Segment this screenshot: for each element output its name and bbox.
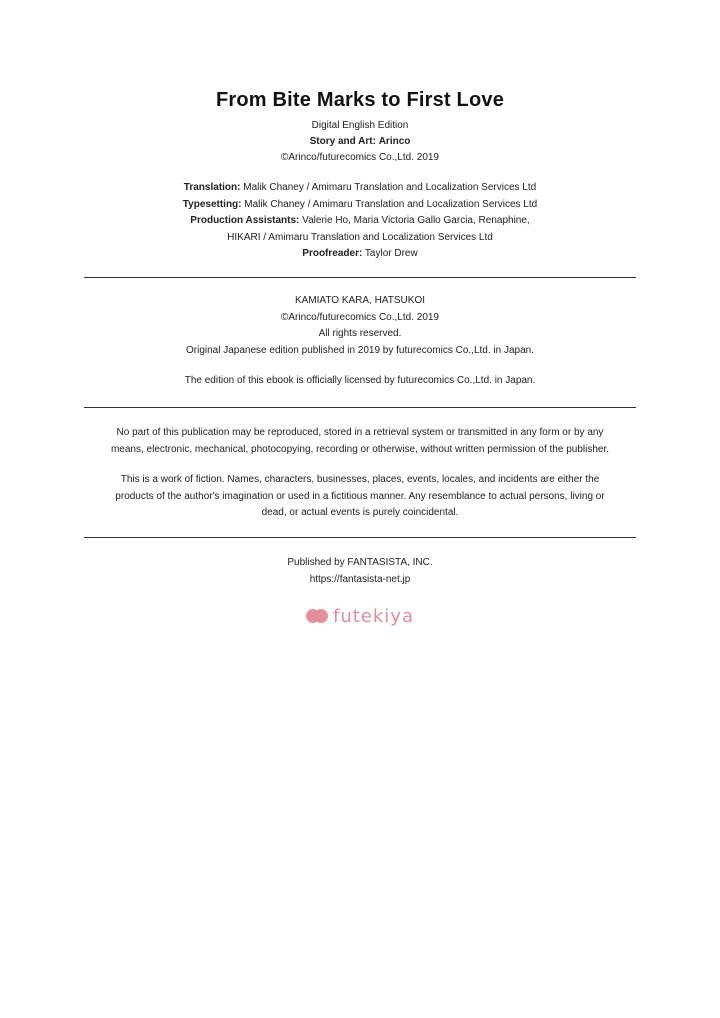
copyright-line: ©Arinco/futurecomics Co.,Ltd. 2019 <box>281 152 439 163</box>
story-art-label: Story and Art: <box>309 136 376 147</box>
divider <box>84 277 636 278</box>
credit-value: Malik Chaney / Amimaru Translation and Localization Services Ltd <box>243 182 537 193</box>
fiction-line: This is a work of fiction. Names, characters, businesses, places, events, locales, and incidents are either the <box>120 474 600 485</box>
credit-value: Taylor Drew <box>364 248 418 259</box>
legal-line: No part of this publication may be reproduced, stored in a retrieval system or transmitted in any form or by any <box>116 427 604 438</box>
book-title: From Bite Marks to First Love <box>215 89 505 111</box>
story-art-value: Arinco <box>378 136 411 147</box>
legal-line: means, electronic, mechanical, photocopying, recording or otherwise, without written permission of the publisher. <box>110 443 610 455</box>
publisher-block <box>0 555 720 588</box>
publisher-line: Published by FANTASISTA, INC. <box>287 557 433 568</box>
story-art-line <box>0 134 720 150</box>
original-title: KAMIATO KARA, HATSUKOI <box>294 295 426 306</box>
original-edition-block <box>0 293 720 390</box>
divider <box>84 407 636 408</box>
credit-production-assistants-cont <box>0 230 720 247</box>
credit-value: Malik Chaney / Amimaru Translation and Localization Services Ltd <box>244 198 538 210</box>
license-line: The edition of this ebook is officially licensed by futurecomics Co.,Ltd. in Japan. <box>184 375 536 386</box>
publisher-url: https://fantasista-net.jp <box>309 573 411 585</box>
credit-production-assistants <box>0 213 720 230</box>
original-published-line: Original Japanese edition published in 2019 by futurecomics Co.,Ltd. in Japan. <box>186 344 534 356</box>
credit-label: Typesetting: <box>182 198 242 210</box>
divider <box>84 537 636 538</box>
credit-translation <box>0 180 720 197</box>
credit-label: Proofreader: <box>302 248 363 259</box>
credit-typesetting <box>0 197 720 214</box>
logo-text: futekiya <box>333 606 414 627</box>
fiction-line: products of the author's imagination or used in a fictitious manner. Any resemblance to actual persons, living or <box>115 490 605 502</box>
credits-block <box>0 180 720 263</box>
fiction-line: dead, or actual events is purely coincidental. <box>261 507 459 518</box>
credit-label: Translation: <box>183 182 241 193</box>
edition-line: Digital English Edition <box>311 120 409 131</box>
heart-bubbles-icon <box>306 609 328 624</box>
futekiya-logo <box>0 606 720 629</box>
rights-line: All rights reserved. <box>318 328 402 339</box>
original-copyright: ©Arinco/futurecomics Co.,Ltd. 2019 <box>281 311 439 323</box>
legal-block <box>0 425 720 522</box>
credit-proofreader <box>0 246 720 263</box>
credit-label: Production Assistants: <box>190 215 300 226</box>
credit-value: HIKARI / Amimaru Translation and Localization Services Ltd <box>227 231 493 243</box>
credit-value: Valerie Ho, Maria Victoria Gallo Garcia, Renaphine, <box>302 215 530 226</box>
